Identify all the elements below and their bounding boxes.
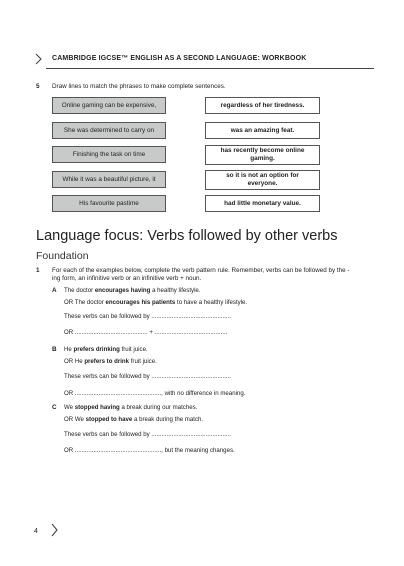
item-c-sentence-2: OR We stopped to have a break during the match. — [64, 416, 204, 423]
subsection-title: Foundation — [36, 250, 89, 262]
right-phrase-3: has recently become online gaming. — [205, 145, 320, 165]
item-b-rule-line[interactable]: These verbs can be followed by ............................................... — [64, 373, 231, 380]
question-5-number: 5 — [36, 83, 40, 90]
item-c-or-line[interactable]: OR ..................................................., but the meaning changes. — [64, 447, 235, 454]
item-b-sentence-1: He prefers drinking fruit juice. — [64, 346, 148, 353]
question-5-instruction: Draw lines to match the phrases to make complete sentences. — [52, 83, 226, 90]
left-phrase-5: His favourite pastime — [52, 195, 166, 212]
item-a-label: A — [52, 287, 57, 294]
item-a-sentence-2: OR The doctor encourages his patients to have a healthy lifestyle. — [64, 299, 248, 306]
question-1-instruction: For each of the examples below, complete the verb pattern rule. Remember, verbs can be followed by the -ing form, an infinitive verb or an infinitive verb + noun. — [52, 267, 350, 283]
item-a-or-line[interactable]: OR ........................................... + ........................................... — [64, 329, 228, 336]
item-a-rule-line[interactable]: These verbs can be followed by ............................................... — [64, 313, 231, 320]
right-phrase-5: had little monetary value. — [205, 195, 320, 212]
right-phrase-2: was an amazing feat. — [205, 122, 320, 139]
right-phrase-4: so it is not an option for everyone. — [205, 170, 320, 190]
question-1-number: 1 — [36, 267, 40, 274]
left-phrase-1: Online gaming can be expensive, — [52, 97, 166, 114]
header-divider — [46, 68, 374, 69]
workbook-header-title: CAMBRIDGE IGCSE™ ENGLISH AS A SECOND LANGUAGE: WORKBOOK — [52, 55, 307, 62]
item-a-sentence-1: The doctor encourages having a healthy lifestyle. — [64, 287, 201, 294]
chevron-right-icon — [50, 523, 59, 537]
left-phrase-3: Finishing the task on time — [52, 146, 166, 163]
left-phrase-2: She was determined to carry on — [52, 122, 166, 139]
right-phrase-1: regardless of her tiredness. — [205, 97, 320, 114]
item-c-label: C — [52, 404, 57, 411]
section-title: Language focus: Verbs followed by other verbs — [36, 228, 338, 244]
item-c-sentence-1: We stopped having a break during our matches. — [64, 404, 198, 411]
item-b-or-line[interactable]: OR ..................................................., with no difference in meaning. — [64, 390, 246, 397]
chevron-right-icon — [34, 53, 43, 65]
item-b-label: B — [52, 346, 57, 353]
left-phrase-4: While it was a beautiful picture, it — [52, 171, 166, 188]
item-b-sentence-2: OR He prefers to drink fruit juice. — [64, 358, 157, 365]
item-c-rule-line[interactable]: These verbs can be followed by ............................................... — [64, 431, 231, 438]
page-number: 4 — [34, 528, 38, 535]
